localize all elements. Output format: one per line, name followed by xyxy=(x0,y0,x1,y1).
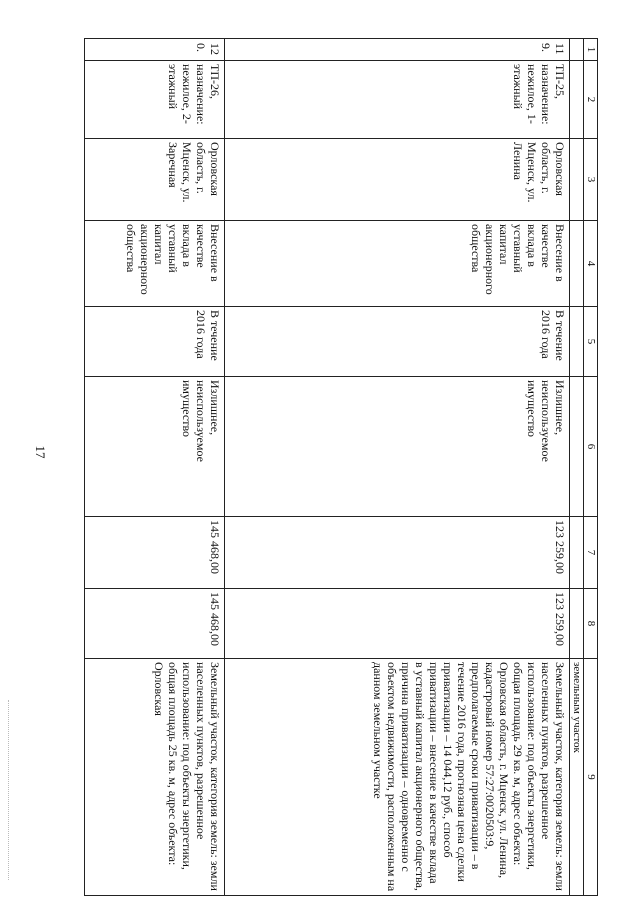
value-col-7: 145 468,00 xyxy=(85,517,225,589)
header-col-8: 8 xyxy=(584,589,598,659)
object-name: ТП-25, назначение: нежилое, 1-этажный xyxy=(225,61,570,139)
continuation-note: земельным участок xyxy=(570,659,584,896)
header-row xyxy=(584,39,598,896)
privatization-term: В течение 2016 года xyxy=(85,307,225,377)
header-col-9: 9 xyxy=(584,659,598,896)
land-plot-note: Земельный участок, категория земель: земли населенных пунктов, разрешенное использование: под объекты энергетики, общая площадь 25 кв. м, адрес объекта: Орловская xyxy=(85,659,225,896)
object-name: ТП-26, назначение: нежилое, 2-этажный xyxy=(85,61,225,139)
header-col-2: 2 xyxy=(584,61,598,139)
header-col-5: 5 xyxy=(584,307,598,377)
header-col-3: 3 xyxy=(584,139,598,221)
table-row xyxy=(85,39,225,896)
privatization-reason: Излишнее, неиспользуемое имущество xyxy=(225,377,570,517)
row-number: 120. xyxy=(85,39,225,61)
value-col-8: 123 259,00 xyxy=(225,589,570,659)
header-col-1: 1 xyxy=(584,39,598,61)
header-col-7: 7 xyxy=(584,517,598,589)
privatization-reason: Излишнее, неиспользуемое имущество xyxy=(85,377,225,517)
privatization-method: Внесение в качестве вклада в уставный капитал акционерного общества xyxy=(225,221,570,307)
land-plot-note: Земельный участок, категория земель: земли населенных пунктов, разрешенное использование: под объекты энергетики, общая площадь 29 кв. м, адрес объекта: Орловская область, г. Мценск, ул. Ленина, кадастровый номер 57:27:0020503:9, предполагаемые сроки приватизации – в течение 2016 года, прогнозная цена сделки приватизации – 14 044,12 руб., способ приватизации – внесение в качестве вклада в уставный капитал акционерного общества, причина приватизации – одновременно с объектом недвижимости, расположенным на данном земельном участке xyxy=(225,659,570,896)
header-col-4: 4 xyxy=(584,221,598,307)
object-address: Орловская область, г. Мценск, ул. Ленина xyxy=(225,139,570,221)
privatization-method: Внесение в качестве вклада в уставный капитал акционерного общества xyxy=(85,221,225,307)
table-row xyxy=(225,39,570,896)
object-address: Орловская область, г. Мценск, ул. Заречная xyxy=(85,139,225,221)
value-col-8: 145 468,00 xyxy=(85,589,225,659)
row-number: 119. xyxy=(225,39,570,61)
page-number: 17 xyxy=(33,445,48,459)
rotated-table-container xyxy=(84,38,598,895)
header-col-6: 6 xyxy=(584,377,598,517)
value-col-7: 123 259,00 xyxy=(225,517,570,589)
privatization-table xyxy=(84,38,598,896)
privatization-term: В течение 2016 года xyxy=(225,307,570,377)
continuation-row xyxy=(570,39,584,896)
